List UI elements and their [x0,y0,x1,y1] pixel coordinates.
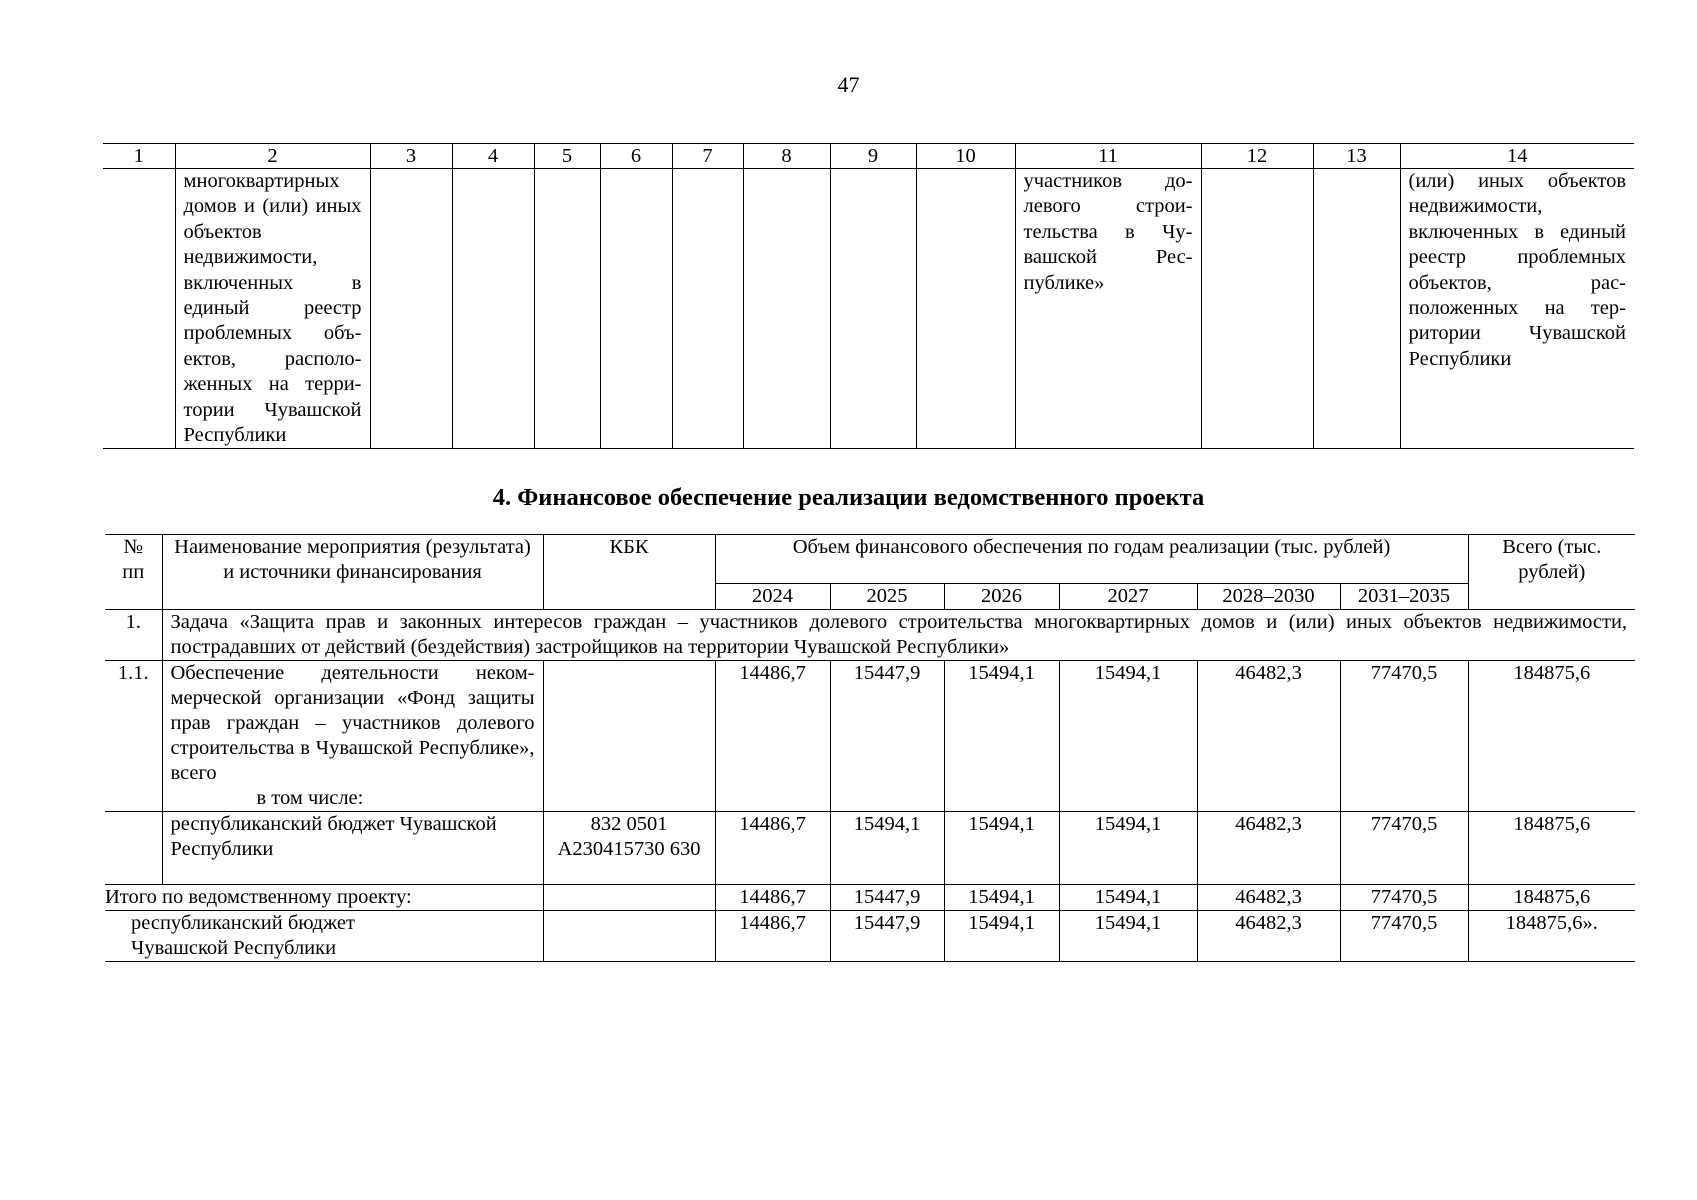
section-title: 4. Финансовое обеспечение реализации ведомственного проекта [492,484,1205,511]
value-cell: 15494,1 [1059,661,1197,812]
table-row [105,661,1635,812]
continuation-table [103,143,1634,449]
value-cell: 15447,9 [830,911,944,962]
header-total: Всего (тыс. рублей) [1468,535,1635,610]
row-name-text: Обеспечение деятельности некоммерческой организации «Фонд защиты прав граждан – участников долевого строительства в Чувашской Республике», всего [170,662,535,784]
value-cell: 77470,5 [1340,885,1468,911]
value-cell: 15447,9 [830,885,944,911]
year-header: 2028–2030 [1197,584,1340,610]
value-cell: 15494,1 [944,812,1059,885]
finance-table [105,534,1635,962]
col-header: 4 [452,144,534,169]
col-header: 14 [1400,144,1634,169]
row-subnote: в том числе: [256,787,364,809]
value-cell: 77470,5 [1340,661,1468,812]
header-volume: Объем финансового обеспечения по годам реализации (тыс. рублей) [715,535,1468,584]
col11-text: участников долевого строительства в Чувашской Республике» [1015,169,1201,449]
total-cell: 184875,6 [1468,661,1635,812]
year-header: 2031–2035 [1340,584,1468,610]
value-cell: 46482,3 [1197,812,1340,885]
task-text: Задача «Защита прав и законных интересов граждан – участников долевого строительства многоквартирных домов и (или) иных объектов недвижимости, пострадавших от действий (бездействия) застройщиков на территории Чувашской Республики» [162,610,1635,661]
value-cell: 15494,1 [944,661,1059,812]
value-cell: 15494,1 [944,885,1059,911]
total-cell: 184875,6 [1468,812,1635,885]
value-cell: 15494,1 [944,911,1059,962]
col-header: 10 [916,144,1015,169]
value-cell: 14486,7 [715,885,830,911]
year-header: 2026 [944,584,1059,610]
row-name [162,661,543,812]
year-header: 2024 [715,584,830,610]
value-cell: 14486,7 [715,911,830,962]
col-header: 8 [743,144,830,169]
col-header: 11 [1015,144,1201,169]
value-cell: 14486,7 [715,661,830,812]
value-cell: 77470,5 [1340,812,1468,885]
col-header: 12 [1201,144,1313,169]
col-header: 13 [1313,144,1400,169]
year-header: 2027 [1059,584,1197,610]
header-num: № пп [105,535,162,610]
value-cell: 15494,1 [1059,812,1197,885]
value-cell: 15494,1 [830,812,944,885]
value-cell: 15494,1 [1059,911,1197,962]
col-header: 1 [103,144,175,169]
task-number: 1. [105,610,162,661]
total-sub-row [105,911,1635,962]
total-label: Итого по ведомственному проекту: [105,885,543,911]
col-header: 7 [672,144,743,169]
col-header: 9 [830,144,916,169]
kbk-code: 832 0501 А230415730 630 [543,812,715,885]
value-cell: 46482,3 [1197,885,1340,911]
year-header: 2025 [830,584,944,610]
value-cell: 46482,3 [1197,661,1340,812]
col-header: 2 [175,144,370,169]
value-cell: 46482,3 [1197,911,1340,962]
total-sub-label: республиканский бюджет Чувашской Республики [105,911,543,962]
table-row [105,812,1635,885]
col2-text: многоквартирных домов и (или) иных объектов недвижимости, включенных в единый реестр проблемных объектов, расположенных на территории Чувашской Республики [175,169,370,449]
col-header: 3 [370,144,452,169]
col-header: 6 [600,144,672,169]
row-number: 1.1. [105,661,162,812]
col14-text: (или) иных объектов недвижимости, включенных в единый реестр проблемных объектов, расположенных на территории Чувашской Республики [1400,169,1634,449]
col-header: 5 [534,144,600,169]
value-cell: 14486,7 [715,812,830,885]
header-row [105,535,1635,584]
value-cell: 77470,5 [1340,911,1468,962]
value-cell: 15447,9 [830,661,944,812]
header-kbk: КБК [543,535,715,610]
total-cell: 184875,6». [1468,911,1635,962]
header-name: Наименование мероприятия (результата) и источники финансирования [162,535,543,610]
table-row [103,169,1634,449]
value-cell: 15494,1 [1059,885,1197,911]
column-number-row [103,144,1634,169]
task-row [105,610,1635,661]
page-number: 47 [837,72,860,97]
total-cell: 184875,6 [1468,885,1635,911]
source-name: республиканский бюджет Чувашской Республики [162,812,543,885]
total-row [105,885,1635,911]
